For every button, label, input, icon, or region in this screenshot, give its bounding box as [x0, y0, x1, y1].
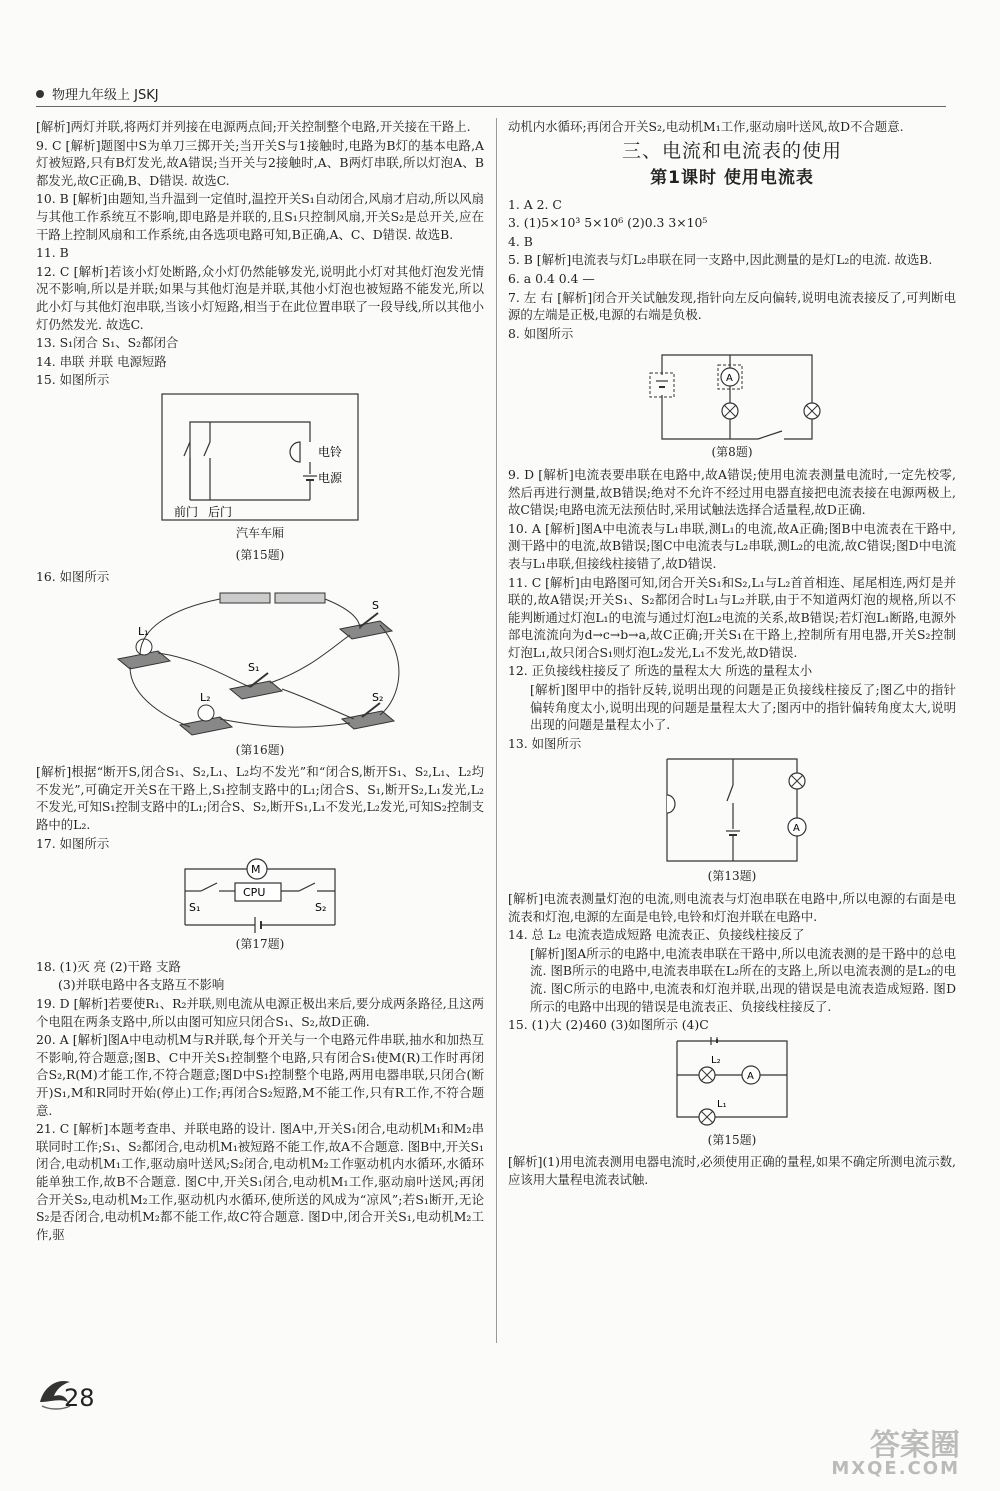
- ammeter-label-13: A: [793, 823, 800, 835]
- answer-r14-analysis: [解析]图A所示的电路中,电流表串联在干路中,所以电流表测的是干路中的总电流. 图B所示的电路中,电流表串联在L₂所在的支路上,所以电流表测的是L₂的电流. 图C所示的电路中,电流表和灯泡并联,出现的错误是电流表造成短路. 图D所示的电路中出现的错误是电流表正、负接线柱接反了.: [530, 945, 956, 1014]
- wiring-diagram-16: [110, 589, 410, 739]
- circuit-diagram-8: [642, 345, 822, 441]
- figure-15-caption: (第15题): [235, 547, 285, 562]
- answer-r3: 3. (1)5×10³ 5×10⁶ (2)0.3 3×10⁵: [508, 215, 708, 231]
- figure-17: [175, 855, 345, 933]
- answer-18-part3: (3)并联电路中各支路互不影响: [58, 977, 225, 993]
- answer-8-analysis: [解析]两灯并联,将两灯并列接在电源两点间;开关控制整个电路,开关接在干路上.: [36, 119, 471, 134]
- figure-15-right: [667, 1037, 797, 1129]
- answer-r5: 5. B [解析]电流表与灯L₂串联在同一支路中,因此测量的是灯L₂的电流. 故选B.: [508, 252, 933, 268]
- figure-15-right-caption: (第15题): [707, 1132, 757, 1147]
- right-column: [508, 118, 956, 1190]
- answer-21-continued: 动机内水循环;再闭合开关S₂,电动机M₁工作,驱动扇叶送风,故D不合题意.: [508, 119, 904, 134]
- answer-r15-analysis: [解析](1)用电流表测用电器电流时,必须使用正确的量程,如果不确定所测电流示数,应该用大量程电流表试触.: [508, 1154, 956, 1187]
- answer-16-analysis: [解析]根据“断开S,闭合S₁、S₂,L₁、L₂均不发光”和“闭合S,断开S₁、S₂,L₁、L₂均不发光”,可确定开关S在干路上,S₁控制支路中的L₁;闭合S、S₁,断开S₂,L₁发光,L₂不发光,可知S₁控制支路中的L₁;闭合S、S₂,断开S₁,L₁不发光,L₂发光,可知S₂控制支路中的L₂.: [36, 764, 484, 833]
- s1-label: S₁: [248, 660, 260, 674]
- answer-12: 12. C [解析]若该小灯处断路,众小灯仍然能够发光,说明此小灯对其他灯泡发光情况不影响,所以是并联;如果与其他灯泡是并联,其他小灯泡也被短路不能发光,所以此小灯与其他灯泡串联,当该小灯短路,相当于在此位置串联了一段导线,所以其他小灯仍然发光. 故选C.: [36, 263, 484, 332]
- answer-r10: 10. A [解析]图A中电流表与L₁串联,测L₁的电流,故A正确;图B中电流表在干路中,测干路中的电流,故B错误;图C中电流表与L₂串联,测L₂的电流,故C错误;图D中电流表与L₁串联,但接线柱接错了,故D错误.: [508, 520, 956, 571]
- ammeter-label-8: A: [726, 373, 733, 385]
- page-number: 28: [64, 1384, 95, 1412]
- figure-16-caption: (第16题): [235, 742, 285, 757]
- cpu-label: CPU: [243, 886, 266, 900]
- circuit-diagram-15-right: [667, 1037, 797, 1129]
- l1-label-15: L₁: [717, 1098, 727, 1110]
- l2-label: L₂: [200, 690, 211, 704]
- page-header: [36, 84, 946, 107]
- answer-10: 10. B [解析]由题知,当升温到一定值时,温控开关S₁自动闭合,风扇才启动,所以风扇与其他工作系统互不影响,即电路是并联的,且S₁只控制风扇,开关S₂是总开关,应在干路上控制风扇和工作系统,由各选项电路可知,B正确,A、C、D错误. 故选B.: [36, 191, 484, 242]
- figure-15-left: [160, 392, 360, 522]
- figure-15-name: 汽车车厢: [235, 525, 284, 540]
- answer-9: 9. C [解析]题图中S为单刀三掷开关;当开关S与1接触时,电路为B灯的基本电路,A灯被短路,只有B灯发光,故A错误;当开关与2接触时,A、B两灯串联,所以灯泡A、B都发光,故C正确,B、D错误. 故选C.: [36, 137, 484, 188]
- source-label: 电源: [318, 470, 343, 485]
- section-title: 三、电流和电流表的使用: [621, 139, 842, 162]
- figure-16: [110, 589, 410, 739]
- answer-r7: 7. 左 右 [解析]闭合开关试触发现,指针向左反向偏转,说明电流表接反了,可判断电源的左端是正极,电源的右端是负极.: [508, 289, 956, 323]
- header-title: 物理九年级上 JSKJ: [52, 88, 159, 103]
- ammeter-label-15: A: [747, 1070, 754, 1082]
- answer-r8: 8. 如图所示: [508, 325, 574, 341]
- l2-label-15: L₂: [711, 1054, 721, 1066]
- answer-14: 14. 串联 并联 电源短路: [36, 353, 167, 369]
- answer-20: 20. A [解析]图A中电动机M与R并联,每个开关与一个电路元件串联,抽水和加热互不影响,符合题意;图B、C中开关S₁控制整个电路,只有闭合S₁使M(R)工作时再闭合S₂,R(M)才能工作,不符合题意;图D中S₁控制整个电路,两用电器串联,只闭合(断开)S₁,M和R同时开始(停止)工作;再闭合S₂短路,M不能工作,只有R工作,不符合题意.: [36, 1032, 484, 1118]
- answer-18: 18. (1)灭 亮 (2)干路 支路: [36, 958, 181, 974]
- circuit-diagram-17: [175, 855, 345, 933]
- answer-r13: 13. 如图所示: [508, 735, 582, 751]
- back-door-label: 后门: [208, 504, 233, 519]
- answer-16: 16. 如图所示: [36, 569, 110, 585]
- lesson-title: 第1课时 使用电流表: [650, 167, 814, 188]
- circuit-diagram-13: [657, 755, 807, 865]
- answer-r9: 9. D [解析]电流表要串联在电路中,故A错误;使用电流表测量电流时,一定先校零,然后再进行测量,故B错误;绝对不允许不经过用电器直接把电流表接在电源两极上,故C错误;电路电流无法预估时,采用试触法选择合适量程,故D正确.: [508, 466, 956, 518]
- answer-r12-analysis: [解析]图甲中的指针反转,说明出现的问题是正负接线柱接反了;图乙中的指针偏转角度太小,说明出现的问题是量程太大了;图丙中的指针偏转角度太大,说明出现的问题是量程太小了.: [530, 682, 956, 733]
- s2-label: S₂: [372, 690, 384, 704]
- answer-r11: 11. C [解析]由电路图可知,闭合开关S₁和S₂,L₁与L₂首首相连、尾尾相连,两灯是并联的,故A错误;开关S₁、S₂都闭合时L₁与L₂并联,由于不知道两灯泡的规格,所以不能判断通过灯泡L₁的电流与通过灯泡L₂电流的关系,故B错误;若灯泡L₁断路,电源外部电流流向为d→c→b→a,故C正确;开关S₁在干路上,控制所有用电器,开关S₂控制灯泡L₁,故只闭合S₁则灯泡L₂发光,L₁不发光,故D错误.: [508, 574, 956, 660]
- figure-13: [657, 755, 807, 865]
- figure-13-caption: (第13题): [707, 869, 757, 884]
- answer-21: 21. C [解析]本题考查串、并联电路的设计. 图A中,开关S₁闭合,电动机M₁和M₂串联同时工作;S₁、S₂都闭合,电动机M₁被短路不能工作,故A不合题意. 图B中,开关S₁闭合,电动机M₁工作,驱动扇叶送风;S₂闭合,电动机M₂工作驱动机内水循环,水循环能单独工作,故B不合题意. 图C中,开关S₁闭合,电动机M₁工作,驱动扇叶送风;再闭合开关S₂,电动机M₂工作,驱动机内水循环,使所送的风成为“凉风”;若S₁断开,无论S₂是否闭合,电动机M₂都不能工作,故C符合题意. 图D中,闭合开关S₁,电动机M₂工作,驱: [36, 1121, 484, 1242]
- answer-11: 11. B: [36, 245, 69, 261]
- bell-label: 电铃: [318, 444, 343, 459]
- bullet-icon: [36, 90, 44, 98]
- answer-r4: 4. B: [508, 233, 533, 249]
- s-label: S: [372, 598, 379, 612]
- left-column: [36, 118, 484, 1244]
- answer-17: 17. 如图所示: [36, 835, 110, 851]
- figure-8: [642, 345, 822, 441]
- front-door-label: 前门: [174, 504, 199, 519]
- l1-label: L₁: [138, 624, 149, 638]
- s1-label-17: S₁: [189, 901, 201, 915]
- figure-8-caption: (第8题): [711, 445, 753, 460]
- answer-r13-analysis: [解析]电流表测量灯泡的电流,则电流表与灯泡串联在电路中,所以电源的右面是电流表和灯泡,电源的左面是电铃,电铃和灯泡并联在电路中.: [508, 891, 956, 924]
- answer-r1: 1. A 2. C: [508, 196, 562, 212]
- circuit-diagram-15: [160, 392, 360, 522]
- answer-15: 15. 如图所示: [36, 372, 110, 388]
- answer-r12: 12. 正负接线柱接反了 所选的量程太大 所选的量程太小: [508, 663, 813, 679]
- answer-13: 13. S₁闭合 S₁、S₂都闭合: [36, 335, 179, 351]
- column-divider: [496, 118, 497, 1343]
- watermark-brand: 答案圈: [870, 1428, 960, 1463]
- s2-label-17: S₂: [315, 901, 327, 915]
- figure-17-caption: (第17题): [235, 937, 285, 952]
- answer-r15: 15. (1)大 (2)460 (3)如图所示 (4)C: [508, 1017, 709, 1033]
- motor-label: M: [251, 863, 261, 877]
- watermark-url: MXQE.COM: [831, 1458, 960, 1479]
- answer-r6: 6. a 0.4 0.4 —: [508, 270, 595, 286]
- answer-r14: 14. 总 L₂ 电流表造成短路 电流表正、负接线柱接反了: [508, 927, 805, 943]
- answer-19: 19. D [解析]若要使R₁、R₂并联,则电流从电源正极出来后,要分成两条路径,且这两个电阻在两条支路中,所以由图可知应只闭合S₁、S₂,故D正确.: [36, 996, 484, 1029]
